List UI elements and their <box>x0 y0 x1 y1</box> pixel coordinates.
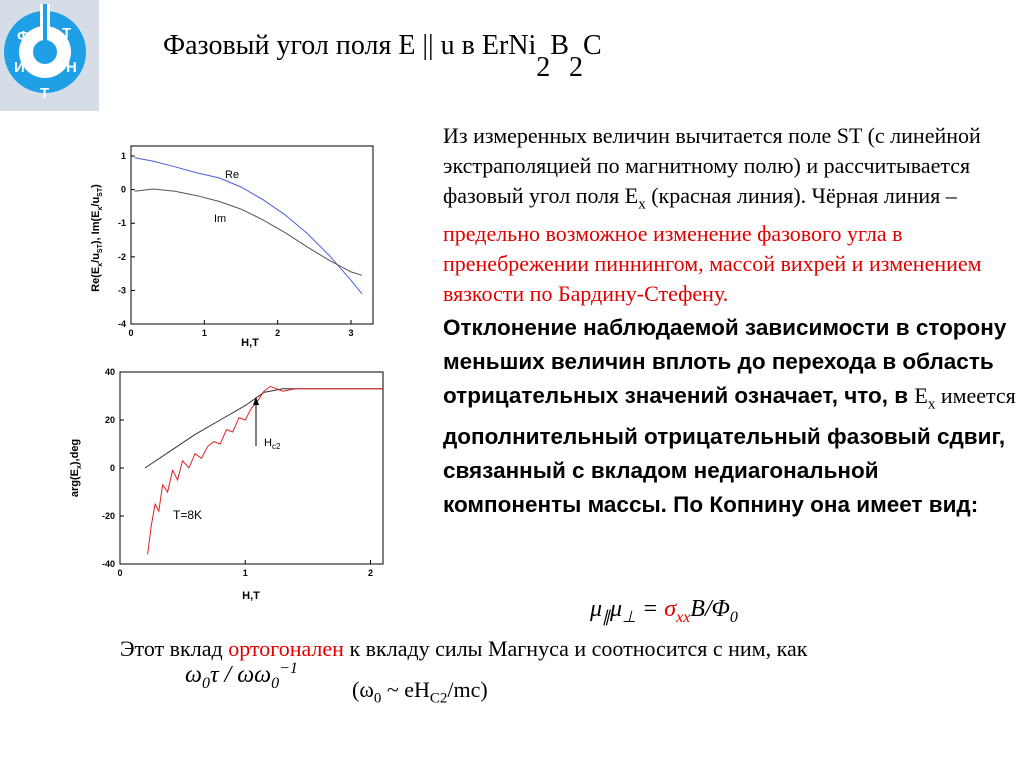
formula-part: μ <box>610 596 623 622</box>
desc-p1-red: предельно возможное изменение фазового угла в пренебрежении пиннингом, массой вихрей и изменением вязкости по Бардину-Стефену. <box>443 221 982 307</box>
logo-needle <box>43 4 47 48</box>
series-line-limit <box>145 389 383 468</box>
omega-part: ~ eH <box>381 677 430 702</box>
logo-letter: Т <box>62 25 72 42</box>
hc2-part: c2 <box>271 442 281 451</box>
y-tick-label: -4 <box>117 319 126 329</box>
title-mid: B <box>550 30 569 61</box>
formula-part: ⊥ <box>622 608 637 626</box>
logo-letter: Ф <box>17 28 30 45</box>
chart-arg <box>60 363 390 608</box>
formula-part: / <box>218 662 238 688</box>
ylabel-part: arg(E <box>69 469 81 498</box>
x-tick-label: 0 <box>117 568 123 578</box>
ratio-formula <box>185 660 298 693</box>
y-tick-label: -20 <box>101 511 115 521</box>
title-sub: 2 <box>568 52 583 83</box>
formula-part: ∥ <box>602 608 611 626</box>
y-tick-label: 20 <box>104 415 115 425</box>
omega-part: (ω <box>352 677 374 702</box>
chart2-ylabel <box>69 439 83 497</box>
ylabel-part: ),deg <box>69 438 81 466</box>
bottom-text2: к вкладу силы Магнуса и соотносится с ним, как <box>343 636 808 661</box>
title-sub: 2 <box>536 52 551 83</box>
x-tick-label: 3 <box>348 328 354 338</box>
formula-part: μ <box>590 596 603 622</box>
desc-p2-plain: имеется <box>935 383 1016 409</box>
chart1-frame <box>131 146 373 324</box>
ylabel-part: x <box>97 262 104 267</box>
x-tick-label: 1 <box>201 328 207 338</box>
y-tick-label: 0 <box>109 463 115 473</box>
y-tick-label: 0 <box>120 184 126 195</box>
institute-logo-icon <box>0 0 99 111</box>
kopnin-formula <box>590 596 738 627</box>
desc-p2-bold: Отклонение наблюдаемой зависимости в сторону меньших величин вплоть до перехода в область отрицательных значений означает, что, в <box>443 315 1007 409</box>
ylabel-part: /u <box>90 253 102 263</box>
chart1-ylabel <box>90 184 104 292</box>
y-tick-label: -2 <box>117 251 126 262</box>
logo-letter: Н <box>66 59 77 76</box>
y-tick-label: 1 <box>120 151 126 162</box>
x-tick-label: 2 <box>275 328 281 338</box>
x-tick-label: 0 <box>128 328 134 338</box>
ylabel-part: ), Im(E <box>90 210 102 245</box>
ylabel-part: ) <box>90 184 102 188</box>
formula-part: = <box>636 596 665 622</box>
desc-p1-sub: x <box>638 196 646 213</box>
description-text <box>443 121 1021 522</box>
y-tick-label: -40 <box>101 559 115 569</box>
title-end: C <box>582 30 602 61</box>
chart2-series <box>145 386 383 554</box>
ylabel-part: ST <box>97 187 104 197</box>
x-tick-label: 2 <box>367 568 373 578</box>
formula-part: ω <box>185 662 202 688</box>
ylabel-part: ST <box>97 244 104 254</box>
chart-re-im <box>80 140 380 355</box>
slide-title <box>163 30 602 83</box>
desc-ex: E <box>914 383 928 409</box>
formula-part: σ <box>664 596 677 622</box>
formula-part: ωω <box>237 662 272 688</box>
desc-p2-bold2: дополнительный отрицательный фазовый сдвиг, связанный с вкладом недиагональной компоненты массы. По Копнину она имеет вид: <box>443 423 1006 517</box>
desc-p1b: (красная линия). Чёрная линия – <box>645 183 957 208</box>
series-line-Re <box>135 158 362 294</box>
chart2-temp-label: T=8K <box>173 508 203 522</box>
formula-part: 0 <box>729 608 738 626</box>
ylabel-part: x <box>97 206 104 211</box>
chart1-label-im: Im <box>214 213 227 225</box>
chart1-xlabel: H,T <box>241 337 259 349</box>
desc-p1: Из измеренных величин вычитается поле ST (с линейной экстраполяцией по магнитному полю) и рассчитывается фазовый угол поля E <box>443 123 981 208</box>
bottom-text1: Этот вклад <box>120 636 229 661</box>
chart2-ticks <box>102 367 373 578</box>
chart1-series <box>135 158 362 294</box>
formula-part: 0 <box>201 674 210 692</box>
y-tick-label: -3 <box>117 285 126 296</box>
omega-relation <box>352 677 488 707</box>
bottom-red: ортогонален <box>228 636 344 661</box>
ylabel-part: /u <box>90 196 102 207</box>
formula-part: −1 <box>279 660 298 677</box>
desc-ex-sub: x <box>927 396 936 413</box>
formula-part: 0 <box>271 674 280 692</box>
y-tick-label: 40 <box>104 367 115 377</box>
logo-letter: И <box>14 59 25 76</box>
y-tick-label: -1 <box>117 218 126 229</box>
omega-part: 0 <box>373 690 382 707</box>
formula-part: τ <box>209 662 219 688</box>
formula-part: xx <box>676 608 691 626</box>
chart1-label-re: Re <box>225 169 240 181</box>
omega-part: C2 <box>429 690 448 707</box>
chart2-hc2-label <box>264 437 281 451</box>
chart2-xlabel: H,T <box>242 590 260 602</box>
ylabel-part: x <box>76 465 83 470</box>
omega-part: /mc) <box>447 677 488 702</box>
formula-part: B/Φ <box>690 596 730 622</box>
title-main: Фазовый угол поля E || u в ErNi <box>163 30 537 61</box>
x-tick-label: 1 <box>242 568 248 578</box>
series-line-Im <box>135 189 362 275</box>
hc2-part: H <box>264 437 272 449</box>
ylabel-part: Re(E <box>90 266 102 292</box>
logo-letter: Т <box>40 85 50 102</box>
series-line-measured <box>148 386 383 554</box>
logo-panel <box>0 0 99 111</box>
